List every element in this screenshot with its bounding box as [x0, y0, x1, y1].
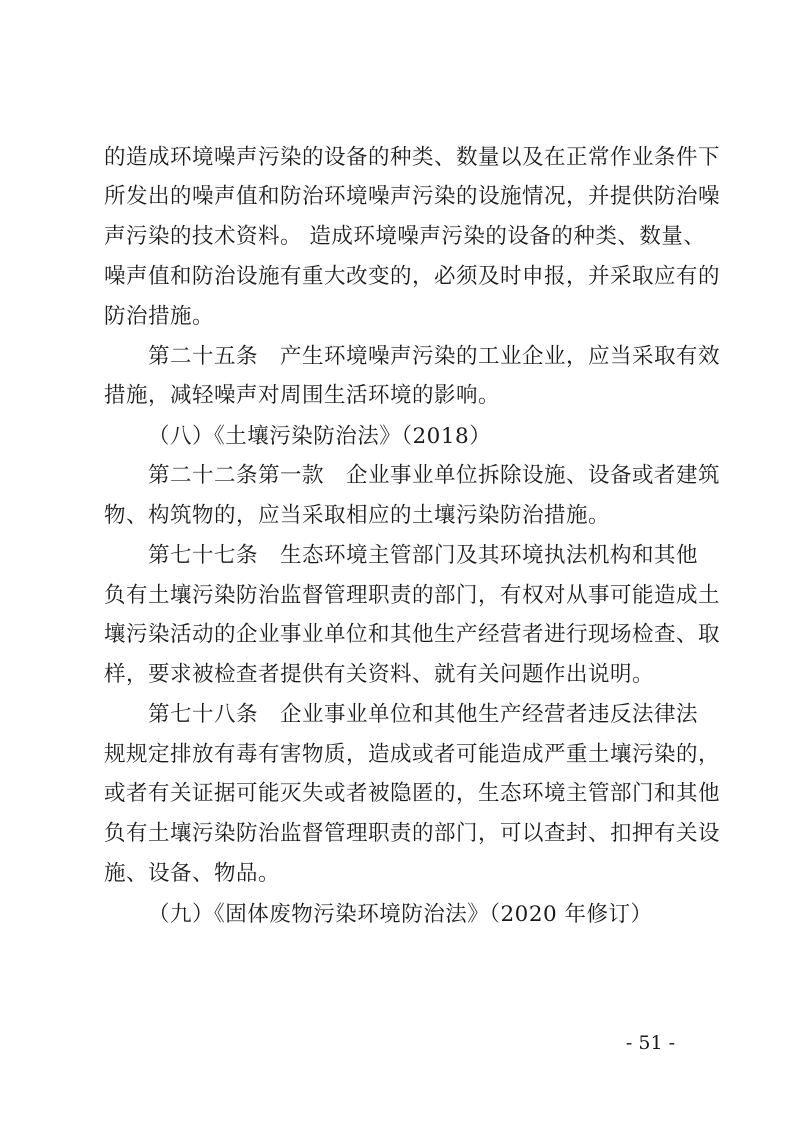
text-line: 或者有关证据可能灭失或者被隐匿的，生态环境主管部门和其他	[104, 781, 721, 806]
text-line: 防治措施。	[104, 304, 215, 329]
text-line: 噪声值和防治设施有重大改变的，必须及时申报，并采取应有的	[104, 264, 721, 289]
section-heading-8: （八）《土壤污染防治法》（2018）	[148, 424, 492, 449]
page-number: - 51 -	[625, 1032, 675, 1054]
article-77-line: 第七十七条 生态环境主管部门及其环境执法机构和其他	[148, 543, 699, 568]
article-25-line: 第二十五条 产生环境噪声污染的工业企业，应当采取有效	[148, 344, 721, 369]
article-78-line: 第七十八条 企业事业单位和其他生产经营者违反法律法	[148, 702, 699, 727]
section-heading-9: （九）《固体废物污染环境防治法》（2020 年修订）	[148, 902, 653, 927]
text-line: 声污染的技术资料。 造成环境噪声污染的设备的种类、数量、	[104, 224, 706, 249]
text-line: 负有土壤污染防治监督管理职责的部门，可以查封、扣押有关设	[104, 821, 721, 846]
text-line: 样，要求被检查者提供有关资料、就有关问题作出说明。	[104, 662, 655, 687]
text-line: 物、构筑物的，应当采取相应的土壤污染防治措施。	[104, 503, 611, 528]
article-22-line: 第二十二条第一款 企业事业单位拆除设施、设备或者建筑	[148, 463, 721, 488]
text-line: 负有土壤污染防治监督管理职责的部门，有权对从事可能造成土	[104, 583, 721, 608]
text-line: 所发出的噪声值和防治环境噪声污染的设施情况，并提供防治噪	[104, 184, 721, 209]
text-line: 措施，减轻噪声对周围生活环境的影响。	[104, 383, 501, 408]
text-line: 规规定排放有毒有害物质，造成或者可能造成严重土壤污染的，	[104, 742, 721, 767]
text-line: 施、设备、物品。	[104, 861, 281, 886]
text-line: 的造成环境噪声污染的设备的种类、数量以及在正常作业条件下	[104, 145, 721, 170]
text-line: 壤污染活动的企业事业单位和其他生产经营者进行现场检查、取	[104, 622, 721, 647]
